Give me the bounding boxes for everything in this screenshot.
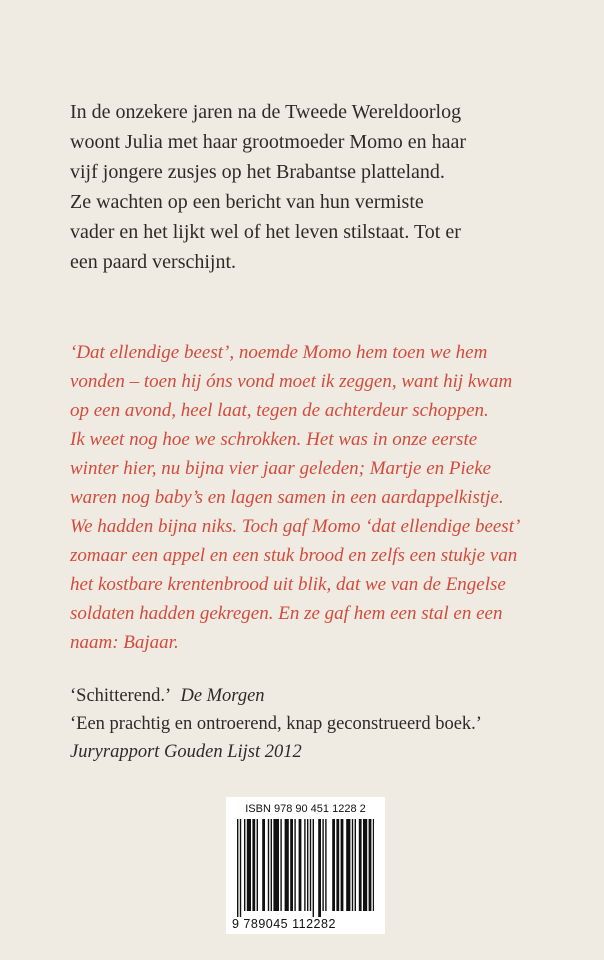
- barcode-bar: [346, 819, 350, 911]
- barcode-bar: [244, 819, 245, 911]
- barcode-bar: [373, 819, 374, 911]
- barcode-bar: [252, 819, 255, 911]
- barcode-bar: [294, 819, 295, 911]
- barcode-bar: [257, 819, 258, 911]
- barcode-bar: [313, 819, 314, 917]
- barcode-bar: [290, 819, 293, 911]
- barcode-bar: [355, 819, 356, 911]
- isbn-label: ISBN 978 90 451 1228 2: [245, 803, 366, 815]
- barcode-bars: [237, 819, 374, 917]
- barcode-bar: [247, 819, 251, 911]
- barcode: [226, 797, 385, 934]
- barcode-bar: [240, 819, 241, 917]
- barcode-bar: [268, 819, 269, 911]
- barcode-bar: [271, 819, 272, 911]
- barcode-bar: [359, 819, 362, 911]
- barcode-bar: [322, 819, 323, 911]
- barcode-bar: [280, 819, 281, 911]
- barcode-bar: [262, 819, 265, 911]
- barcode-bar: [336, 819, 339, 911]
- barcode-bar: [299, 819, 302, 911]
- barcode-bar: [304, 819, 305, 911]
- barcode-bar: [318, 819, 321, 917]
- barcode-bar: [273, 819, 279, 911]
- excerpt-quote: ‘Dat ellendige beest’, noemde Momo hem toen we hem vonden – toen hij óns vond moet ik zeggen, want hij kwam op een avond, heel laat, tegen de achterdeur schoppen. Ik weet nog hoe we schrokken. Het was in onze eerste winter hier, nu bijna vier jaar geleden; Martje en Pieke waren nog baby’s en lagen samen in een aardappelkistje. We hadden bijna niks. Toch gaf Momo ‘dat ellendige beest’ zomaar een appel en een stuk brood en zelfs een stukje van het kostbare krentenbrood uit blik, dat we van de Engelse soldaten hadden gekregen. En ze gaf hem een stal en een naam: Bajaar.: [70, 342, 521, 653]
- barcode-bar: [369, 819, 372, 911]
- review-2-source: Juryrapport Gouden Lijst 2012: [70, 742, 302, 762]
- barcode-bar: [341, 819, 344, 911]
- reviews: [70, 682, 590, 766]
- barcode-bar: [363, 819, 367, 911]
- barcode-bar: [307, 819, 308, 911]
- barcode-bar: [310, 819, 311, 911]
- review-2-quote: ‘Een prachtig en ontroerend, knap geconstrueerd boek.’: [70, 714, 482, 734]
- review-quote: ‘Schitterend.’: [70, 686, 172, 706]
- barcode-digits: 9 789045 112282: [232, 917, 336, 931]
- review-source: De Morgen: [180, 686, 265, 706]
- barcode-bar: [237, 819, 238, 917]
- review-1: [70, 682, 590, 710]
- barcode-bar: [332, 819, 335, 911]
- barcode-bar: [325, 819, 326, 911]
- barcode-bar: [352, 819, 353, 911]
- blurb-paragraph: In de onzekere jaren na de Tweede Wereldoorlog woont Julia met haar grootmoeder Momo en haar vijf jongere zusjes op het Brabantse platteland. Ze wachten op een bericht van hun vermiste vader en het lijkt wel of het leven stilstaat. Tot er een paard verschijnt.: [70, 101, 466, 273]
- barcode-bar: [285, 819, 289, 911]
